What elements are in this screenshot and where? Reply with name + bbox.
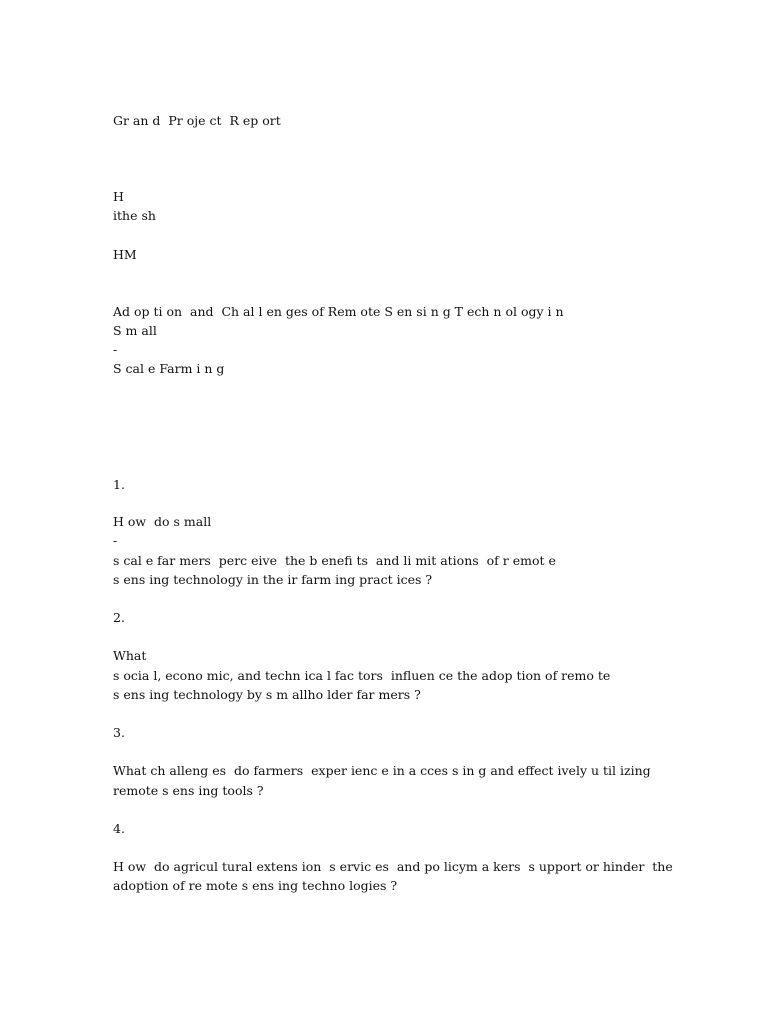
report-title: Gr an d Pr oje ct R ep ort (113, 113, 281, 128)
question-line: - (113, 533, 118, 548)
question-line: adoption of re mote s ens ing techno logies ? (113, 878, 398, 893)
topic-line-4: S cal e Farm i n g (113, 361, 225, 376)
topic-line-1: Ad op ti on and Ch al l en ges of Rem ote S en si n g T ech n ol ogy i n (113, 304, 564, 319)
question-line: s ens ing technology by s m allho lder far mers ? (113, 687, 421, 702)
topic-line-2: S m all (113, 323, 157, 338)
question-line: What ch alleng es do farmers exper ienc e in a cces s in g and effect ively u til izing (113, 763, 651, 778)
question-line: s ocia l, econo mic, and techn ica l fac tors influen ce the adop tion of remo te (113, 668, 611, 683)
question-number: 1. (113, 477, 125, 492)
question-number: 4. (113, 821, 125, 836)
author-initials: HM (113, 247, 137, 262)
topic-line-3: - (113, 342, 118, 357)
question-number: 3. (113, 725, 125, 740)
question-line: s ens ing technology in the ir farm ing pract ices ? (113, 572, 433, 587)
question-number: 2. (113, 610, 125, 625)
question-line: remote s ens ing tools ? (113, 783, 264, 798)
question-line: H ow do s mall (113, 514, 212, 529)
question-line: What (113, 648, 147, 663)
question-line: s cal e far mers perc eive the b enefi ts and li mit ations of r emot e (113, 553, 556, 568)
question-line: H ow do agricul tural extens ion s ervic es and po licym a kers s upport or hinder the (113, 859, 673, 874)
author-initial: H (113, 189, 124, 204)
author-name-fragment: ithe sh (113, 208, 156, 223)
